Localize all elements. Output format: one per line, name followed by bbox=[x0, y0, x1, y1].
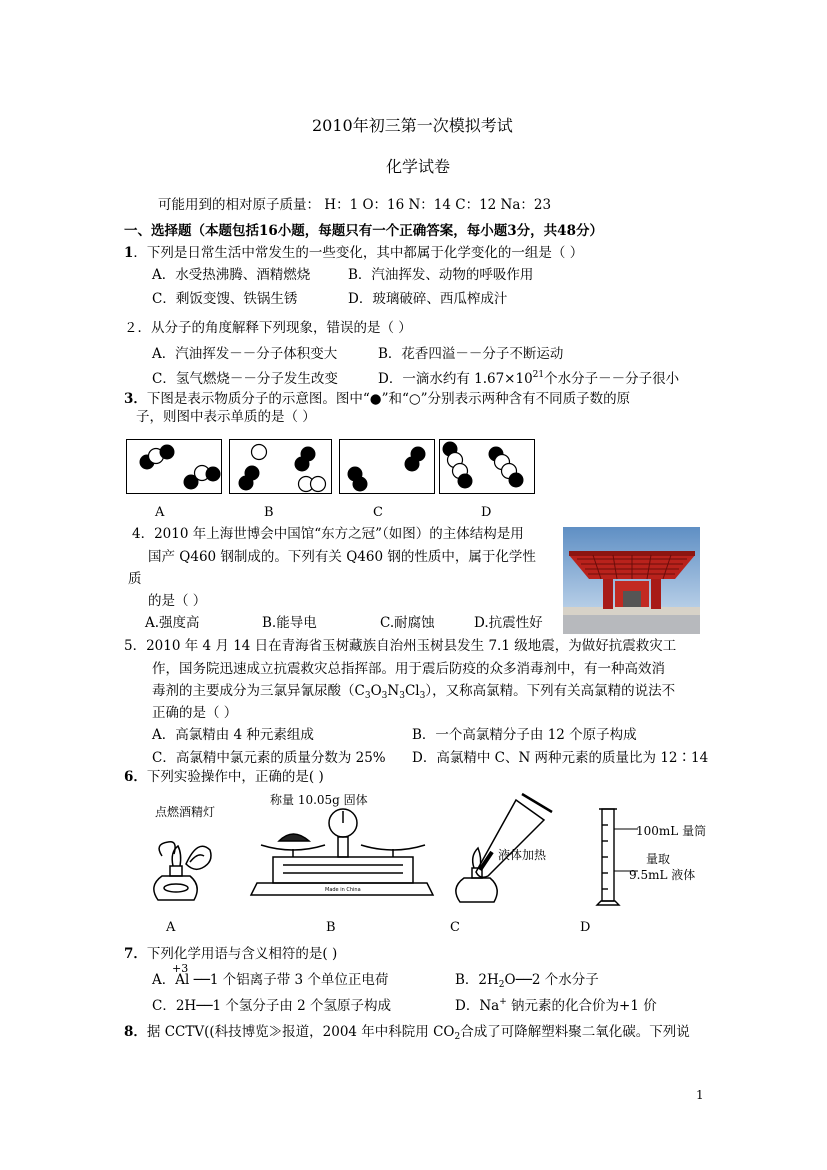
q4-line4: 的是（ ） bbox=[148, 593, 207, 609]
q5-line4: 正确的是（ ） bbox=[152, 705, 238, 721]
q2-option-b: B．花香四溢－－分子不断运动 bbox=[378, 346, 564, 362]
balance-svg bbox=[243, 805, 441, 905]
q5-option-c: C．高氯精中氯元素的质量分数为 25% bbox=[152, 750, 386, 766]
q3-label-b: B bbox=[264, 505, 274, 520]
q6-caption-a: 点燃酒精灯 bbox=[155, 805, 216, 819]
q7-option-a-charge: +3 bbox=[172, 962, 189, 975]
q7-option-c: C．2H──1 个氢分子由 2 个氢原子构成 bbox=[152, 998, 391, 1014]
q7-stem: 7．下列化学用语与含义相符的是( ) bbox=[124, 946, 338, 962]
molecule-c-svg bbox=[340, 440, 434, 493]
molecule-d-svg bbox=[440, 440, 534, 493]
page-number: 1 bbox=[696, 1088, 704, 1102]
q4-line1: 4．2010 年上海世博会中国馆“东方之冠”（如图）的主体结构是用 bbox=[132, 526, 524, 542]
china-pavilion-photo bbox=[563, 527, 700, 634]
q6-caption-c: 液体加热 bbox=[498, 848, 547, 862]
q6-caption-d3: 9.5mL 液体 bbox=[629, 868, 696, 882]
q7-option-b: B．$2H_2O──2$ 个水分子 bbox=[455, 972, 599, 990]
q5-option-a: A．高氯精由 4 种元素组成 bbox=[152, 727, 314, 743]
molecule-diagram-a bbox=[126, 439, 222, 494]
q2-option-c: C．氢气燃烧－－分子发生改变 bbox=[152, 371, 338, 387]
exam-title: 2010年初三第一次模拟考试 bbox=[312, 116, 513, 135]
balance-drawing bbox=[243, 805, 441, 905]
q1-option-b: B．汽油挥发、动物的呼吸作用 bbox=[348, 267, 534, 283]
q8-stem: 8．据 CCTV((科技博览≫报道，2004 年中科院用 $CO_2$合成了可降解塑料聚二氧化碳。下列说 bbox=[124, 1024, 690, 1042]
q2-option-a: A．汽油挥发－－分子体积变大 bbox=[152, 346, 338, 362]
alcohol-lamp-drawing bbox=[140, 822, 220, 904]
molecule-diagram-c bbox=[339, 439, 435, 494]
q5-line3: 毒剂的主要成分为三氯异氰尿酸$(C_3O_3N_3Cl_3)$，又称高氯精。下列有关高氯精的说法不 bbox=[152, 683, 676, 701]
q3-stem-line1: 3．下图是表示物质分子的示意图。图中“●”和“○”分别表示两种含有不同质子数的原 bbox=[124, 391, 631, 407]
q6-stem: 6．下列实验操作中，正确的是( ) bbox=[124, 769, 324, 785]
q3-label-d: D bbox=[481, 505, 492, 520]
q6-label-a: A bbox=[166, 920, 176, 935]
q4-option-a: A.强度高 bbox=[145, 615, 200, 631]
q7-option-a: A．Al ──1 个铝离子带 3 个单位正电荷 bbox=[152, 972, 389, 988]
section-heading: 一、选择题（本题包括16小题，每题只有一个正确答案，每小题3分，共48分） bbox=[124, 223, 603, 239]
paper-subtitle: 化学试卷 bbox=[386, 157, 451, 176]
q5-line2: 作，国务院迅速成立抗震救灾总指挥部。用于震后防疫的众多消毒剂中，有一种高效消 bbox=[152, 661, 665, 677]
q1-option-a: A．水受热沸腾、酒精燃烧 bbox=[152, 267, 311, 283]
molecule-diagram-d bbox=[439, 439, 535, 494]
q6-label-b: B bbox=[326, 920, 336, 935]
molecule-a-svg bbox=[127, 440, 221, 493]
q6-caption-d1: 100mL 量筒 bbox=[636, 824, 707, 838]
q6-label-c: C bbox=[450, 920, 460, 935]
molecule-b-svg bbox=[230, 440, 331, 493]
q5-option-b: B．一个高氯精分子由 12 个原子构成 bbox=[412, 727, 637, 743]
q1-option-c: C．剩饭变馊、铁锅生锈 bbox=[152, 291, 298, 307]
q2-stem: ２．从分子的角度解释下列现象，错误的是（ ） bbox=[124, 320, 412, 336]
q4-option-b: B.能导电 bbox=[262, 615, 317, 631]
q3-stem-line2: 子，则图中表示单质的是（ ） bbox=[136, 409, 316, 425]
q4-option-d: D.抗震性好 bbox=[474, 615, 543, 631]
q5-option-d: D．高氯精中 C、N 两种元素的质量比为 12∶14 bbox=[412, 750, 709, 766]
atomic-mass-line: 可能用到的相对原子质量： H：1 O：16 N：14 C：12 Na：23 bbox=[158, 197, 552, 213]
q1-option-d: D．玻璃破碎、西瓜榨成汁 bbox=[348, 291, 508, 307]
q4-option-c: C.耐腐蚀 bbox=[380, 615, 435, 631]
q3-label-a: A bbox=[155, 505, 165, 520]
q7-option-d: D．Na+ 钠元素的化合价为+1 价 bbox=[455, 997, 657, 1014]
q6-label-d: D bbox=[580, 920, 591, 935]
q6-caption-d2: 量取 bbox=[646, 852, 671, 866]
alcohol-lamp-svg bbox=[140, 822, 220, 904]
q5-line1: 5．2010 年 4 月 14 日在青海省玉树藏族自治州玉树县发生 7.1 级地震，为做好抗震救灾工 bbox=[124, 638, 677, 654]
q4-line2: 国产 Q460 钢制成的。下列有关 Q460 钢的性质中，属于化学性 bbox=[148, 549, 536, 565]
pavilion-illustration bbox=[563, 527, 700, 634]
q4-line3: 质 bbox=[128, 571, 142, 587]
q2-option-d: D．一滴水约有 $1.67\times 10^{21}$个水分子－－分子很小 bbox=[378, 370, 680, 387]
molecule-diagram-b bbox=[229, 439, 332, 494]
q1-stem: 1．下列是日常生活中常发生的一些变化，其中都属于化学变化的一组是（ ） bbox=[124, 245, 584, 261]
balance-label: Made in China bbox=[325, 887, 361, 893]
q3-label-c: C bbox=[373, 505, 383, 520]
q6-caption-b: 称量 10.05g 固体 bbox=[270, 793, 368, 807]
